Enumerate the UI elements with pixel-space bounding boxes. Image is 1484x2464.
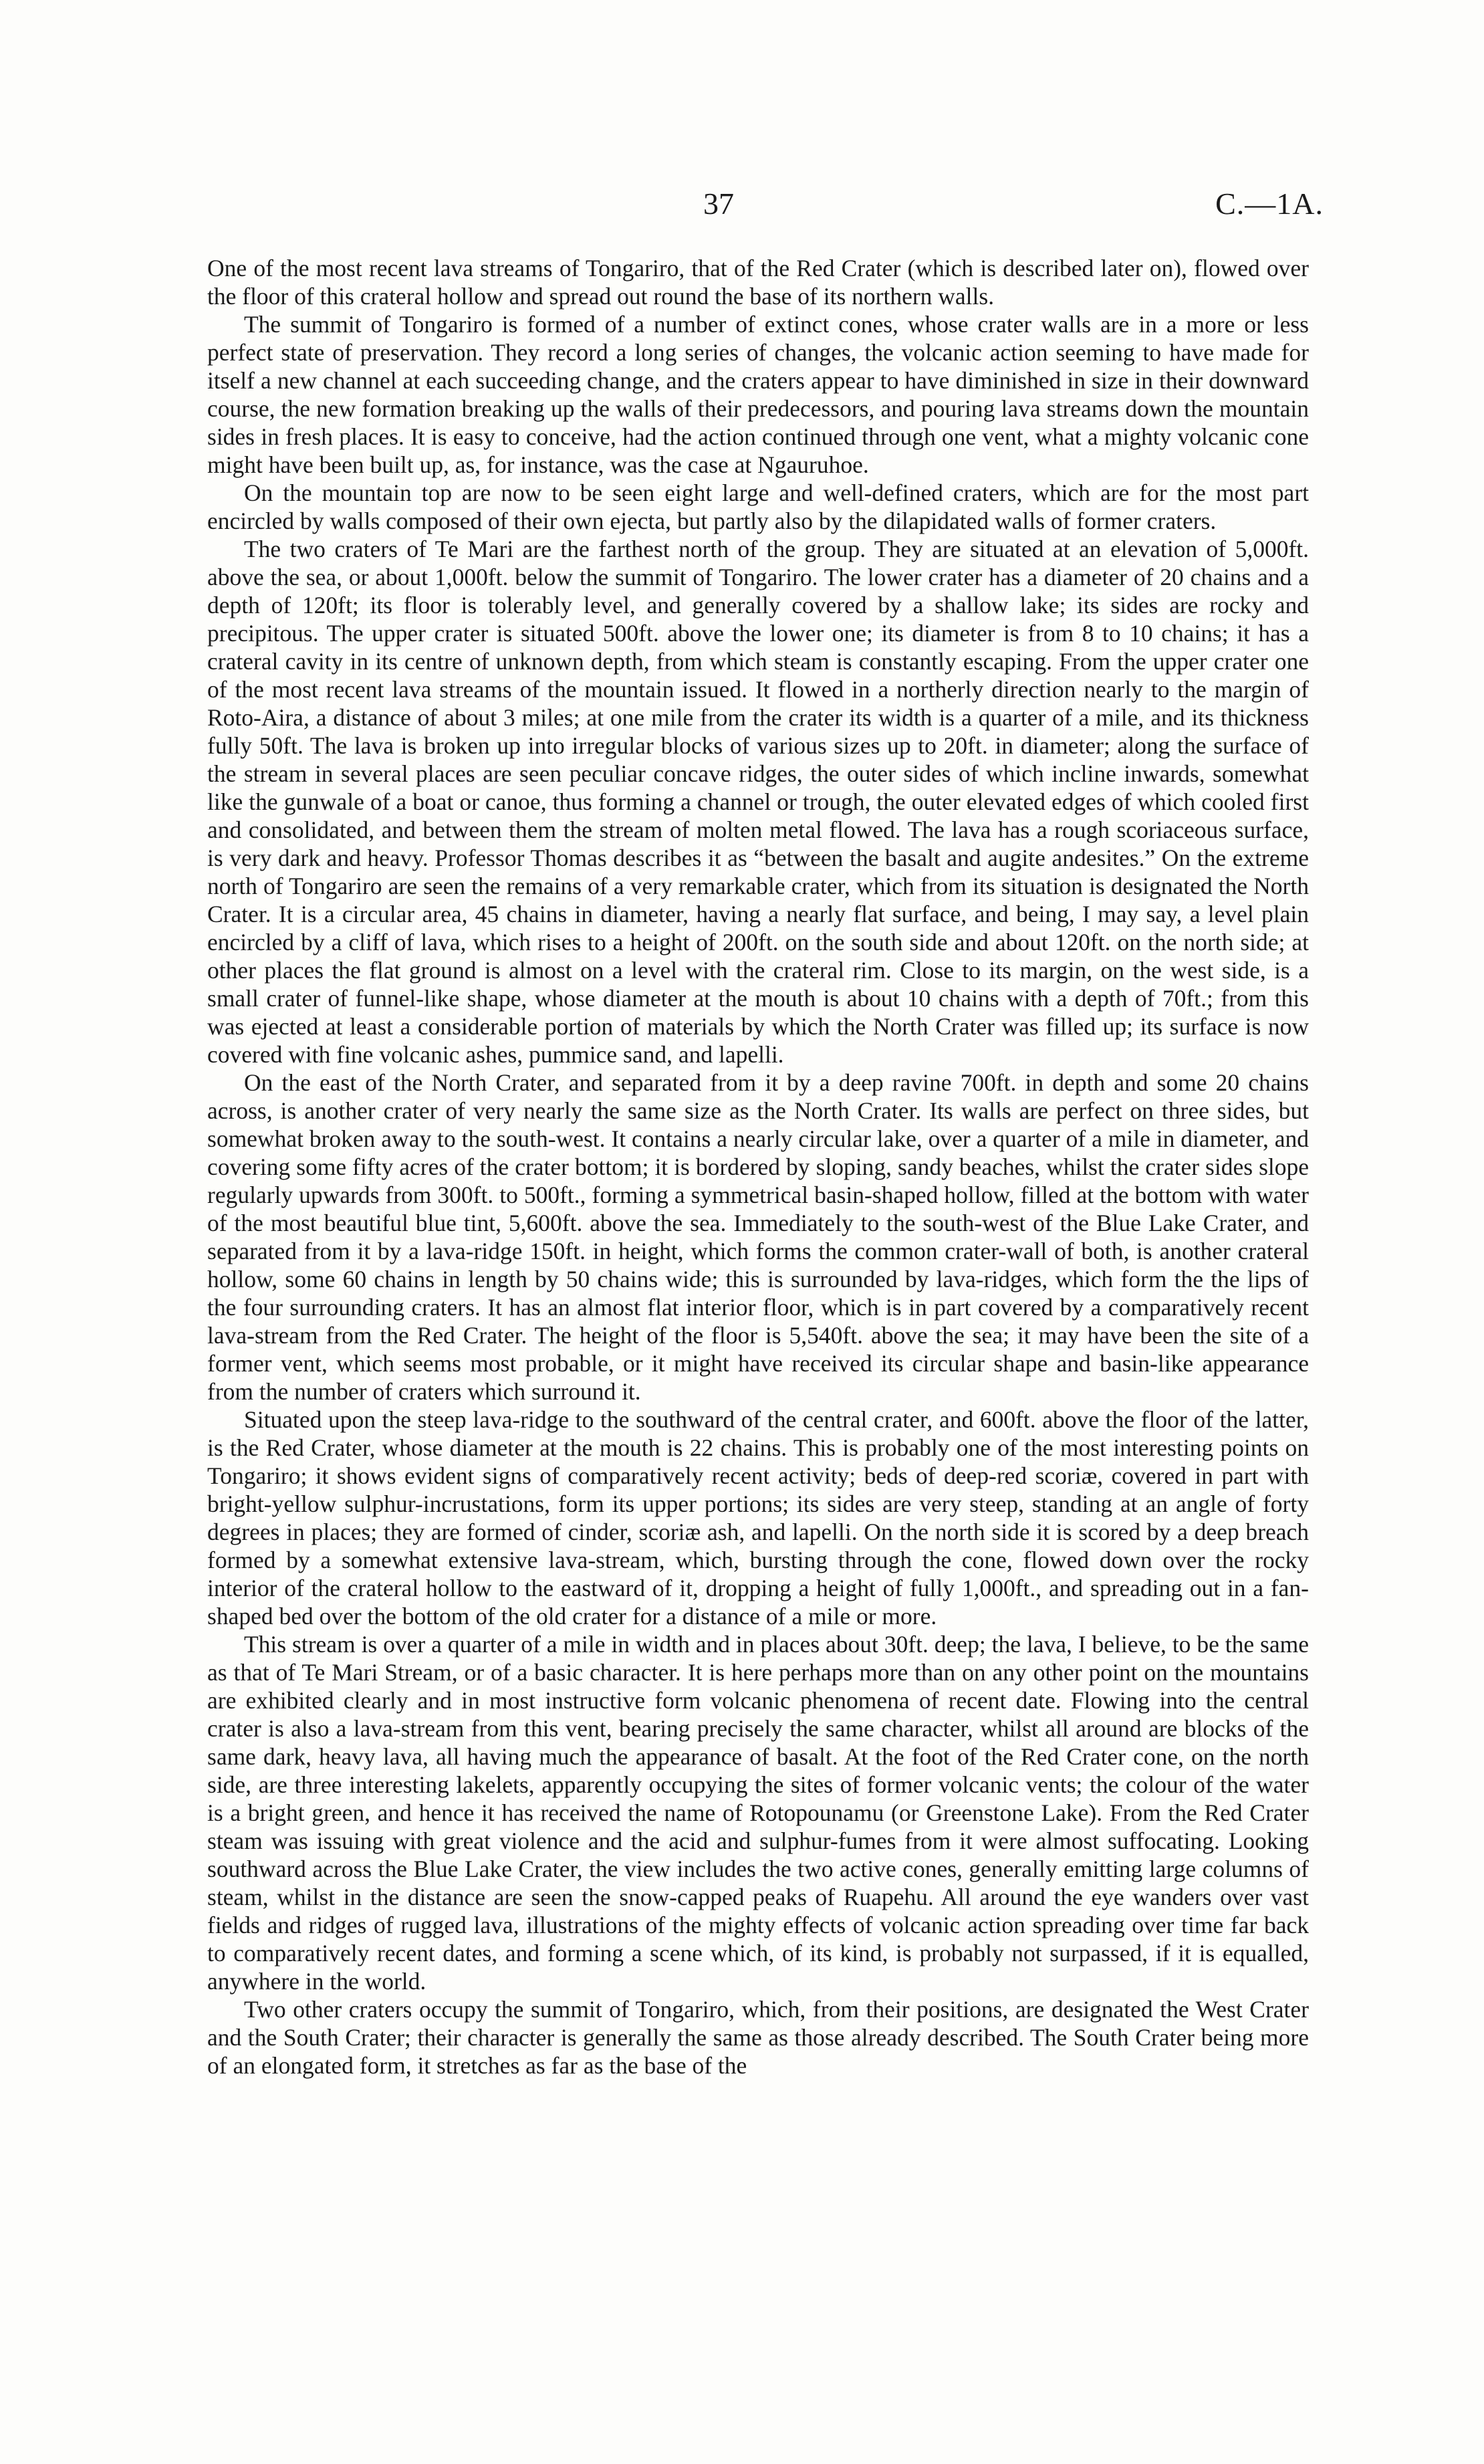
paragraph-blue-lake-crater: On the east of the North Crater, and separated from it by a deep ravine 700ft. in depth and some 20 chains across, is another crater of very nearly the same size as the North Crater. Its walls are perfect on three sides, but somewhat broken away to the south-west. It contains a nearly circular lake, over a quarter of a mile in diameter, and covering some fifty acres of the crater bottom; it is bordered by sloping, sandy beaches, whilst the crater sides slope regularly upwards from 300ft. to 500ft., forming a symmetrical basin-shaped hollow, filled at the bottom with water of the most beautiful blue tint, 5,600ft. above the sea. Immediately to the south-west of the Blue Lake Crater, and separated from it by a lava-ridge 150ft. in height, which forms the common crater-wall of both, is another crateral hollow, some 60 chains in length by 50 chains wide; this is surrounded by lava-ridges, which form the the lips of the four surrounding craters. It has an almost flat interior floor, which is in part covered by a comparatively recent lava-stream from the Red Crater. The height of the floor is 5,540ft. above the sea; it may have been the site of a former vent, which seems most probable, or it might have received its circular shape and basin-like appearance from the number of craters which surround it.	[207, 1069, 1309, 1405]
paragraph-te-mari-craters: The two craters of Te Mari are the farthest north of the group. They are situated at an elevation of 5,000ft. above the sea, or about 1,000ft. below the summit of Tongariro. The lower crater has a diameter of 20 chains and a depth of 120ft; its floor is tolerably level, and generally covered by a shallow lake; its sides are rocky and precipitous. The upper crater is situated 500ft. above the lower one; its diameter is from 8 to 10 chains; it has a crateral cavity in its centre of unknown depth, from which steam is constantly escaping. From the upper crater one of the most recent lava streams of the mountain issued. It flowed in a northerly direction nearly to the margin of Roto-Aira, a distance of about 3 miles; at one mile from the crater its width is a quarter of a mile, and its thickness fully 50ft. The lava is broken up into irregular blocks of various sizes up to 20ft. in diameter; along the surface of the stream in several places are seen peculiar concave ridges, the outer sides of which incline inwards, somewhat like the gunwale of a boat or canoe, thus forming a channel or trough, the outer elevated edges of which cooled first and consolidated, and between them the stream of molten metal flowed. The lava has a rough scoriaceous surface, is very dark and heavy. Professor Thomas describes it as “between the basalt and augite andesites.” On the extreme north of Tongariro are seen the remains of a very remarkable crater, which from its situation is designated the North Crater. It is a circular area, 45 chains in diameter, having a nearly flat surface, and being, I may say, a level plain encircled by a cliff of lava, which rises to a height of 200ft. on the south side and about 120ft. on the north side; at other places the flat ground is almost on a level with the crateral rim. Close to its margin, on the west side, is a small crater of funnel-like shape, whose diameter at the mouth is about 10 chains with a depth of 70ft.; from this was ejected at least a considerable portion of materials by which the North Crater was filled up; its surface is now covered with fine volcanic ashes, pummice sand, and lapelli.	[207, 536, 1309, 1068]
paragraph-lava-stream: This stream is over a quarter of a mile in width and in places about 30ft. deep; the lava, I believe, to be the same as that of Te Mari Stream, or of a basic character. It is here perhaps more than on any other point on the mountains are exhibited clearly and in most instructive form volcanic phenomena of recent date. Flowing into the central crater is also a lava-stream from this vent, bearing precisely the same character, whilst all around are blocks of the same dark, heavy lava, all having much the appearance of basalt. At the foot of the Red Crater cone, on the north side, are three interesting lakelets, apparently occupying the sites of former volcanic vents; the colour of the water is a bright green, and hence it has received the name of Rotopounamu (or Greenstone Lake). From the Red Crater steam was issuing with great violence and the acid and sulphur-fumes from it were almost suffocating. Looking southward across the Blue Lake Crater, the view includes the two active cones, generally emitting large columns of steam, whilst in the distance are seen the snow-capped peaks of Ruapehu. All around the eye wanders over vast fields and ridges of rugged lava, illustrations of the mighty effects of volcanic action spreading over time far back to comparatively recent dates, and forming a scene which, of its kind, is probably not surpassed, if it is equalled, anywhere in the world.	[207, 1631, 1309, 1995]
page-number: 37	[703, 187, 734, 221]
paragraph-red-crater: Situated upon the steep lava-ridge to the southward of the central crater, and 600ft. above the floor of the latter, is the Red Crater, whose diameter at the mouth is 22 chains. This is probably one of the most interesting points on Tongariro; it shows evident signs of comparatively recent activity; beds of deep-red scoriæ, covered in part with bright-yellow sulphur-incrustations, form its upper portions; its sides are very steep, standing at an angle of forty degrees in places; they are formed of cinder, scoriæ ash, and lapelli. On the north side it is scored by a deep breach formed by a somewhat extensive lava-stream, which, bursting through the cone, flowed down over the rocky interior of the crateral hollow to the eastward of it, dropping a height of fully 1,000ft., and spreading out in a fan-shaped bed over the bottom of the old crater for a distance of a mile or more.	[207, 1406, 1309, 1630]
paragraph-red-crater-stream: One of the most recent lava streams of Tongariro, that of the Red Crater (which is described later on), flowed over the floor of this crateral hollow and spread out round the base of its northern walls.	[207, 255, 1309, 310]
paragraph-eight-craters: On the mountain top are now to be seen eight large and well-defined craters, which are for the most part encircled by walls composed of their own ejecta, but partly also by the dilapidated walls of former craters.	[207, 479, 1309, 534]
body-text	[207, 254, 1309, 2080]
series-code: C.—1A.	[1215, 187, 1324, 221]
page-header	[0, 184, 1484, 224]
paragraph-west-south-craters: Two other craters occupy the summit of Tongariro, which, from their positions, are designated the West Crater and the South Crater; their character is generally the same as those already described. The South Crater being more of an elongated form, it stretches as far as the base of the	[207, 1996, 1309, 2079]
paragraph-summit-cones: The summit of Tongariro is formed of a number of extinct cones, whose crater walls are in a more or less perfect state of preservation. They record a long series of changes, the volcanic action seeming to have made for itself a new channel at each succeeding change, and the craters appear to have diminished in size in their downward course, the new formation breaking up the walls of their predecessors, and pouring lava streams down the mountain sides in fresh places. It is easy to conceive, had the action continued through one vent, what a mighty volcanic cone might have been built up, as, for instance, was the case at Ngauruhoe.	[207, 311, 1309, 478]
